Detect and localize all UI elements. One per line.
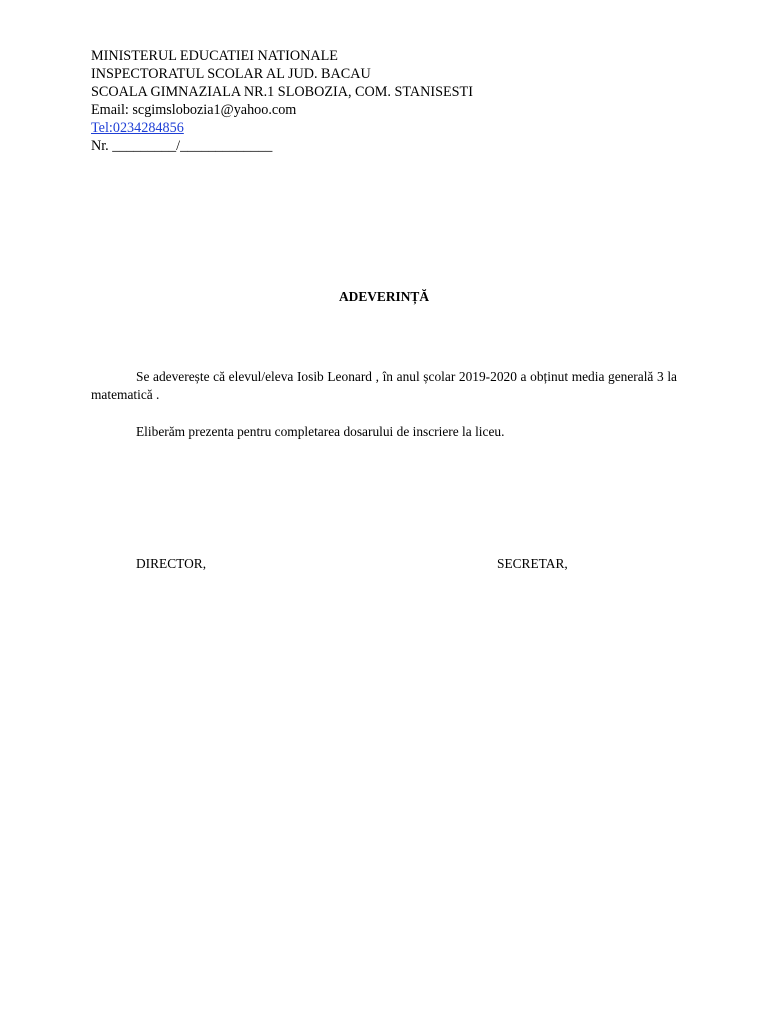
director-signature-label: DIRECTOR, xyxy=(136,556,207,571)
inspectorate-line: INSPECTORATUL SCOLAR AL JUD. BACAU xyxy=(91,66,371,82)
letterhead xyxy=(91,47,473,155)
document-title: ADEVERINȚĂ xyxy=(338,289,430,304)
secretar-signature-label: SECRETAR, xyxy=(497,556,568,571)
purpose-paragraph: Eliberăm prezenta pentru completarea dosarului de inscriere la liceu. xyxy=(136,424,505,439)
certificate-paragraph: Se adeverește că elevul/eleva Iosib Leonard , în anul școlar 2019-2020 a obținut media generală 3 la matematică . xyxy=(91,369,677,402)
email-line: Email: scgimslobozia1@yahoo.com xyxy=(91,102,297,118)
ministry-line: MINISTERUL EDUCATIEI NATIONALE xyxy=(91,48,338,64)
phone-link[interactable]: Tel:0234284856 xyxy=(91,120,184,136)
phone-line-wrapper xyxy=(91,119,473,137)
school-line: SCOALA GIMNAZIALA NR.1 SLOBOZIA, COM. STANISESTI xyxy=(91,84,473,100)
registration-number-line: Nr. _________/_____________ xyxy=(91,138,273,154)
